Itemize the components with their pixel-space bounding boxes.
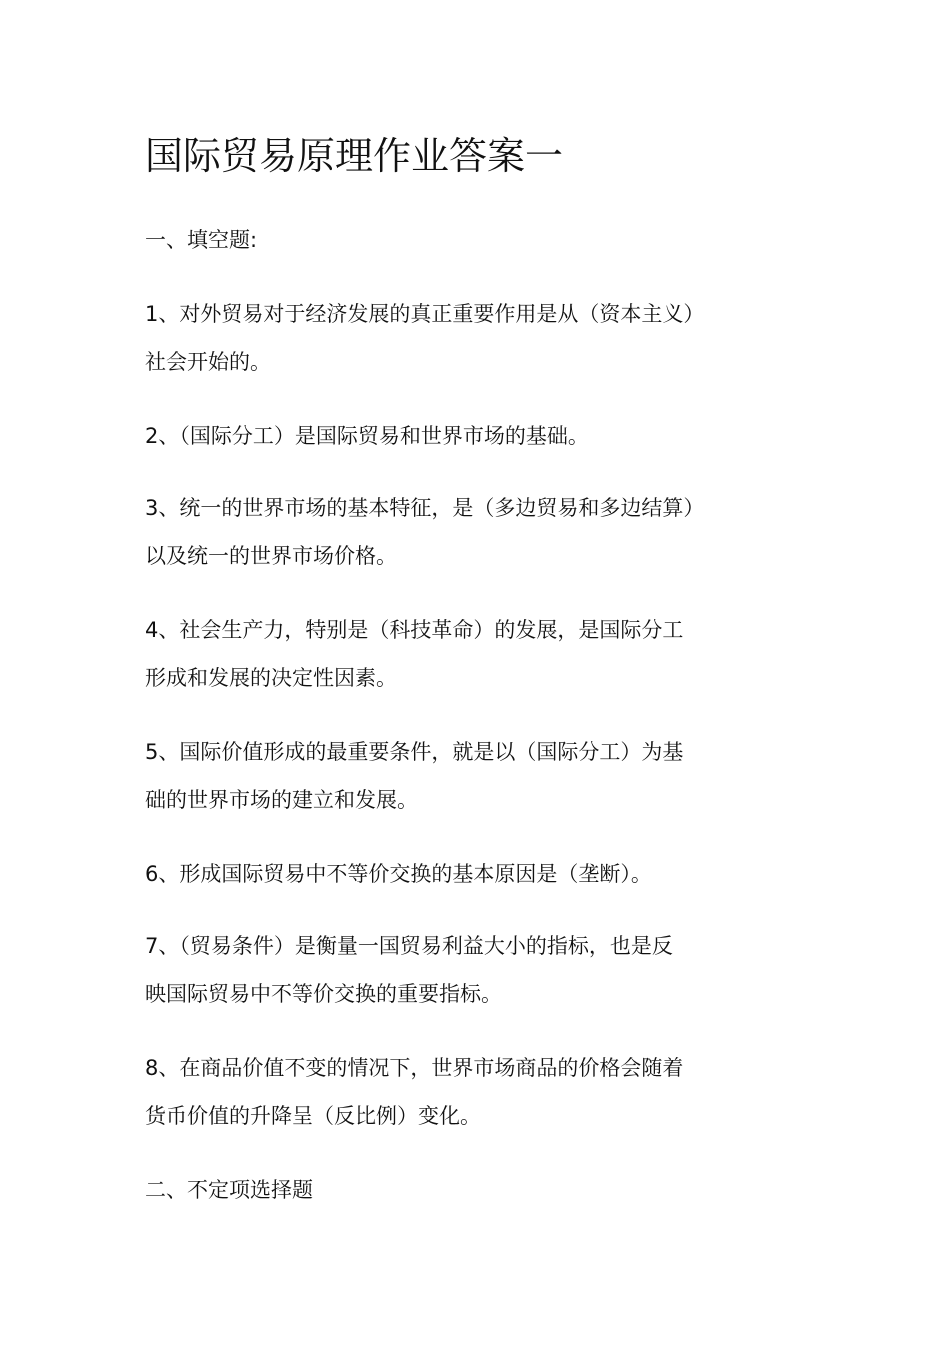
section-heading-text: 二、不定项选择题 — [145, 1178, 313, 1202]
question-line: 1、对外贸易对于经济发展的真正重要作用是从（资本主义） — [145, 302, 705, 326]
question-line: 社会开始的。 — [145, 350, 271, 374]
document-title: 国际贸易原理作业答案一 — [145, 134, 564, 178]
question-line: 映国际贸易中不等价交换的重要指标。 — [145, 982, 502, 1006]
question-line: 7、（贸易条件）是衡量一国贸易利益大小的指标，也是反 — [145, 934, 673, 958]
question-item-4 — [145, 606, 755, 702]
question-line: 础的世界市场的建立和发展。 — [145, 788, 418, 812]
question-item-7 — [145, 922, 755, 1018]
section-heading-multiple-choice — [145, 1166, 755, 1214]
question-line: 4、社会生产力，特别是（科技革命）的发展，是国际分工 — [145, 618, 684, 642]
question-item-5 — [145, 728, 755, 824]
question-line: 以及统一的世界市场价格。 — [145, 544, 397, 568]
question-line: 8、在商品价值不变的情况下，世界市场商品的价格会随着 — [145, 1056, 684, 1080]
question-line: 6、形成国际贸易中不等价交换的基本原因是（垄断）。 — [145, 862, 652, 886]
question-line: 货币价值的升降呈（反比例）变化。 — [145, 1104, 481, 1128]
question-item-1 — [145, 290, 755, 386]
question-line: 形成和发展的决定性因素。 — [145, 666, 397, 690]
question-item-6 — [145, 850, 755, 898]
question-item-8 — [145, 1044, 755, 1140]
question-item-3 — [145, 484, 755, 580]
question-line: 5、国际价值形成的最重要条件，就是以（国际分工）为基 — [145, 740, 684, 764]
question-line: 3、统一的世界市场的基本特征，是（多边贸易和多边结算） — [145, 496, 705, 520]
question-item-2 — [145, 412, 755, 460]
section-heading-fill-in-blank — [145, 216, 755, 264]
section-heading-text: 一、填空题: — [145, 228, 258, 252]
question-line: 2、（国际分工）是国际贸易和世界市场的基础。 — [145, 424, 589, 448]
